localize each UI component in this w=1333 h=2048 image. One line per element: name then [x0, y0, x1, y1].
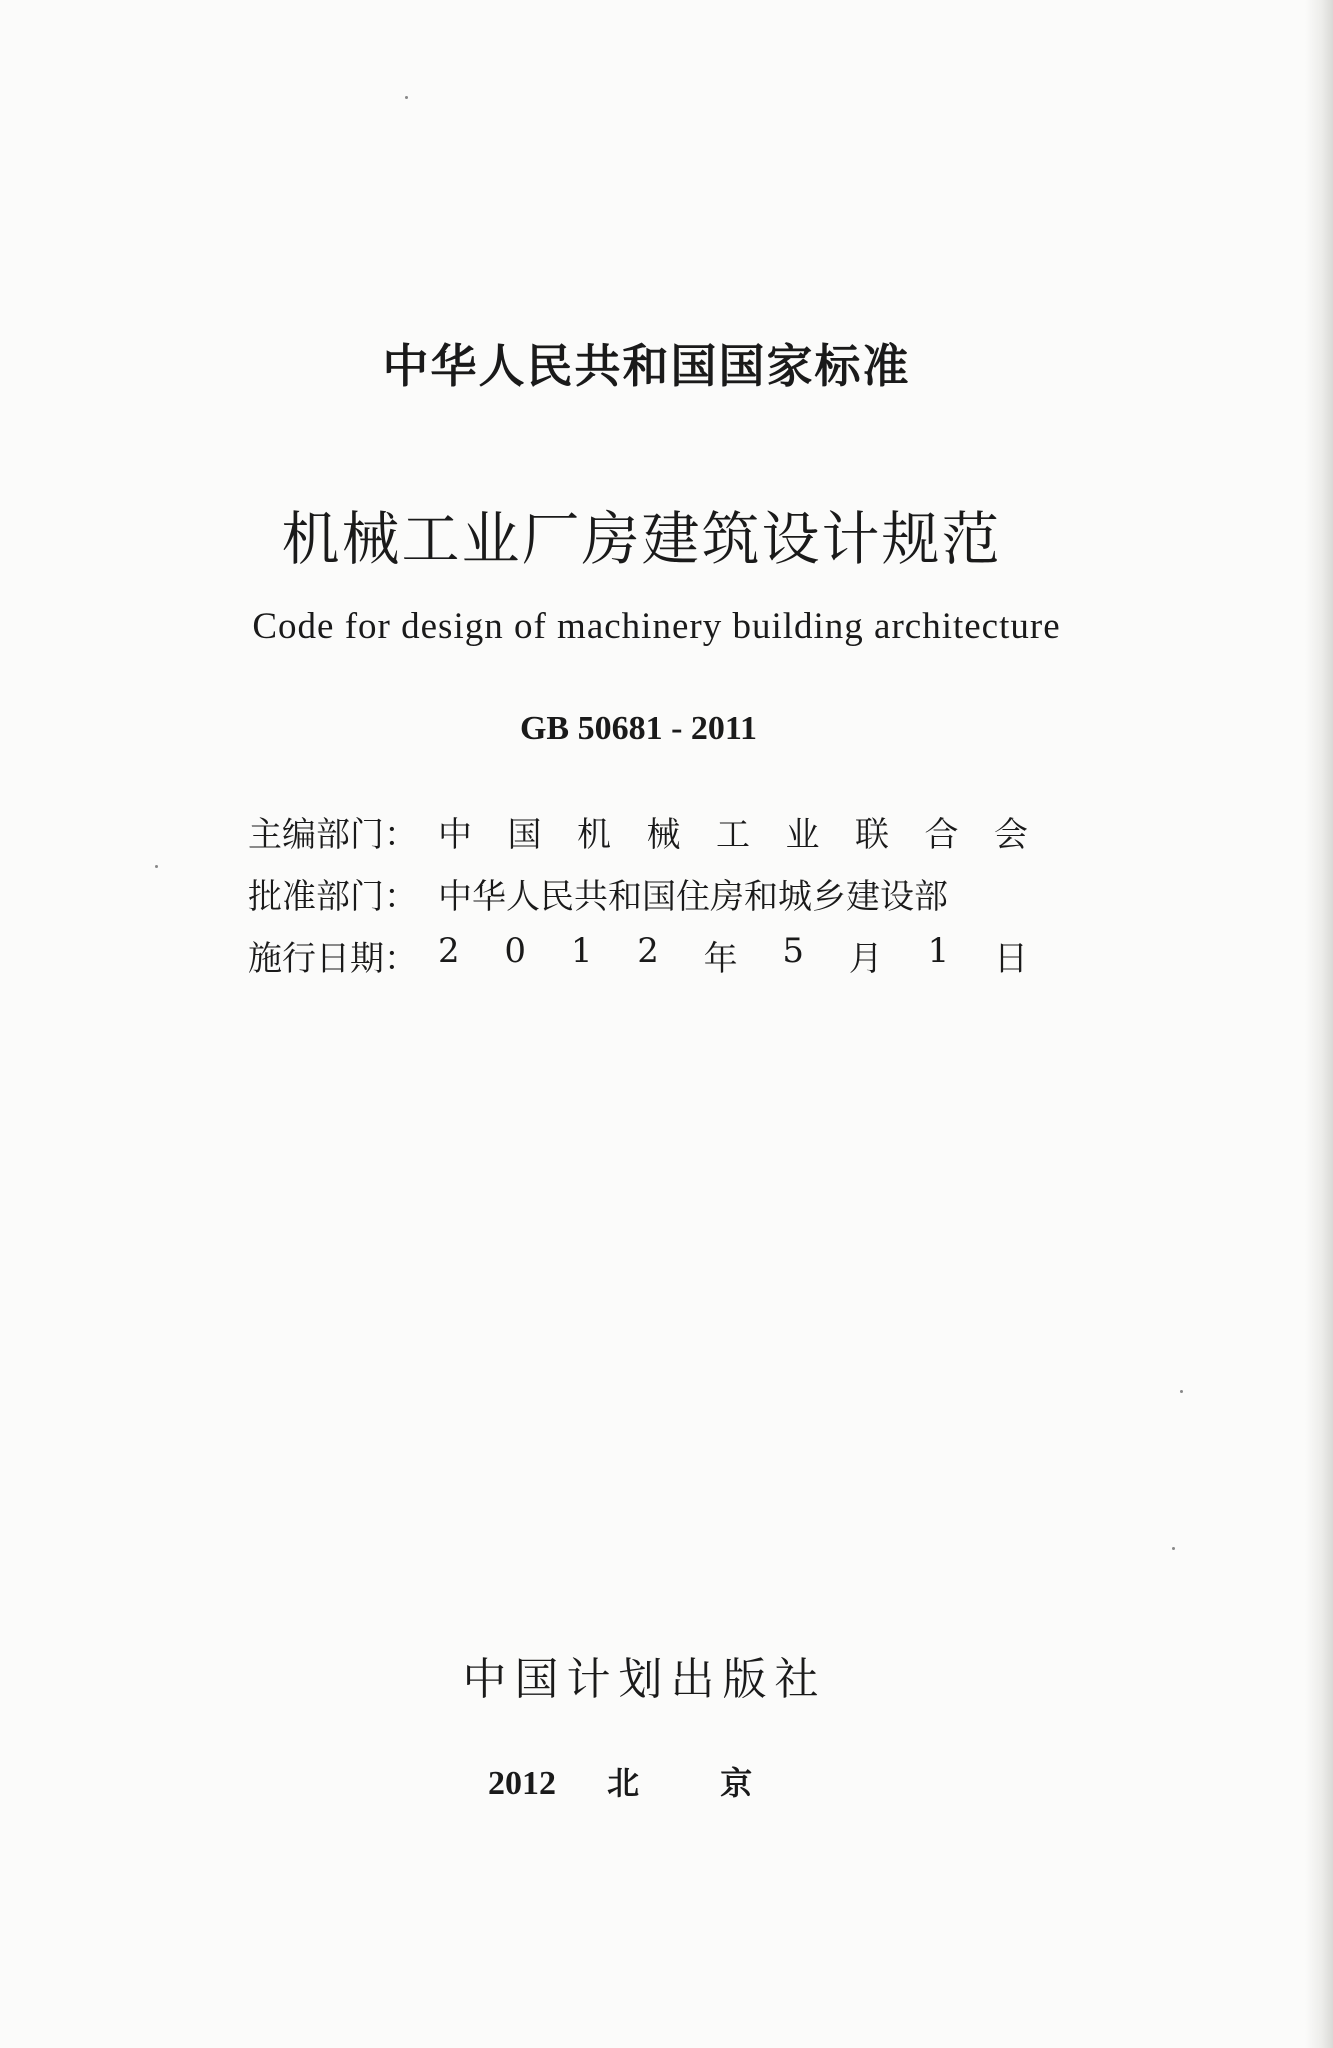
editor-char: 机: [577, 814, 611, 855]
editor-char: 中: [438, 814, 472, 855]
city-char-1: 北: [607, 1764, 640, 1802]
editor-row: [248, 800, 1028, 862]
date-value: [438, 931, 1028, 980]
editor-char: 国: [507, 814, 542, 855]
date-char: 2: [438, 930, 460, 971]
editor-char: 联: [855, 814, 889, 855]
date-char: 0: [504, 930, 527, 971]
scan-speck: [1172, 1547, 1175, 1550]
approver-value: 中华人民共和国住房和城乡建设部: [438, 876, 948, 917]
title-chinese: 机械工业厂房建筑设计规范: [281, 505, 1002, 573]
info-block: [248, 800, 1028, 986]
page-edge-shadow: [1305, 0, 1333, 2048]
editor-char: 业: [785, 814, 820, 855]
date-char: 5: [782, 930, 805, 971]
editor-label: 主编部门：: [248, 814, 418, 855]
scan-speck: [1180, 1390, 1183, 1393]
approver-label: 批准部门：: [248, 876, 418, 917]
standard-code: GB 50681 - 2011: [519, 710, 758, 747]
publication-year: 2012: [488, 1765, 556, 1802]
date-char: 日: [993, 938, 1028, 979]
date-char: 1: [570, 930, 593, 971]
editor-char: 合: [924, 814, 959, 855]
scan-speck: [155, 865, 158, 868]
date-char: 年: [703, 938, 738, 979]
editor-char: 械: [646, 814, 681, 855]
date-label: 施行日期：: [248, 938, 418, 979]
editor-char: 会: [994, 814, 1028, 855]
publication-place-year: [488, 1758, 752, 1804]
editor-value: [438, 807, 1028, 856]
publisher-name: 中国计划出版社: [462, 1654, 827, 1705]
title-english: Code for design of machinery building architecture: [252, 606, 1061, 647]
standard-series-heading: 中华人民共和国国家标准: [382, 339, 911, 393]
date-char: 1: [927, 930, 950, 971]
editor-char: 工: [716, 814, 750, 855]
date-char: 月: [848, 938, 883, 979]
city-char-2: 京: [720, 1764, 753, 1802]
scan-speck: [405, 96, 408, 99]
date-row: [248, 924, 1028, 986]
date-char: 2: [637, 930, 659, 971]
approver-row: [248, 862, 1028, 924]
